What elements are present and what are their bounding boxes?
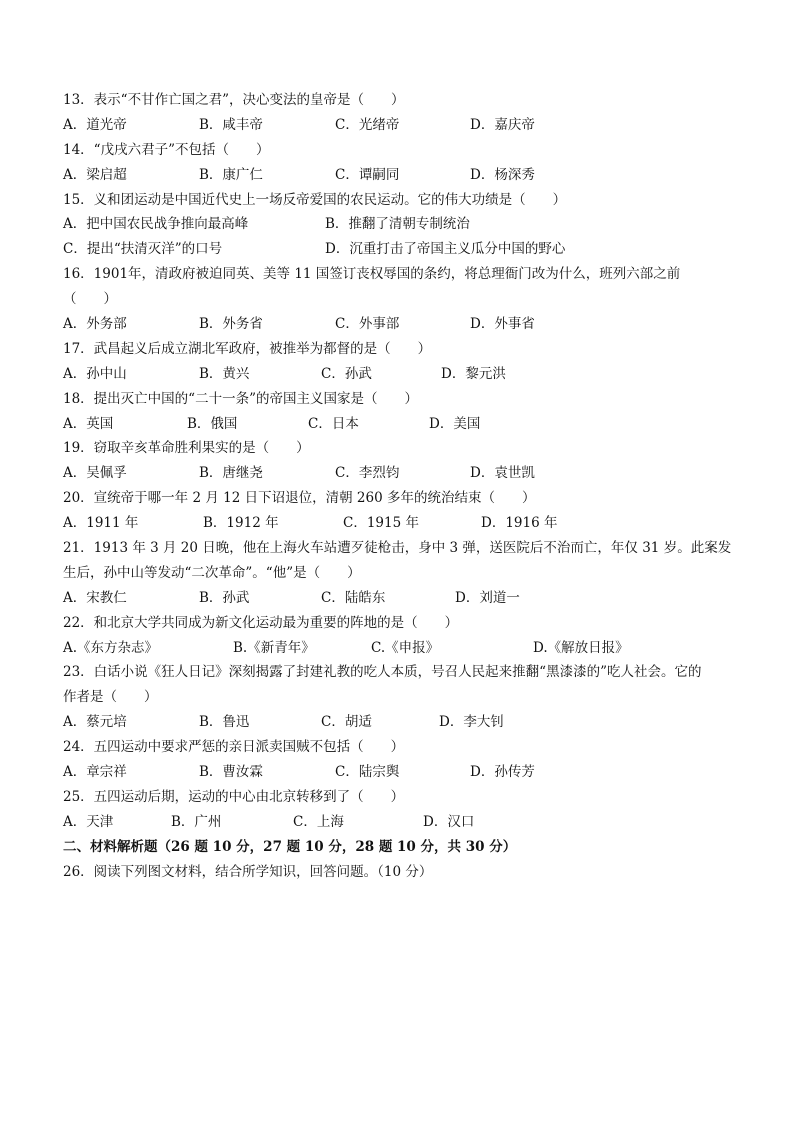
option-c[interactable]: C．光绪帝 (335, 116, 400, 133)
question-stem: 24．五四运动中要求严惩的亲日派卖国贼不包括（ ） (63, 739, 405, 756)
option-b[interactable]: B．曹汝霖 (199, 764, 263, 781)
option-c[interactable]: C．上海 (293, 813, 344, 830)
option-a[interactable]: A．孙中山 (63, 365, 127, 382)
section-heading: 二、材料解析题（26 题 10 分，27 题 10 分，28 题 10 分，共 30 分） (63, 838, 517, 855)
option-c[interactable]: C．孙武 (321, 365, 372, 382)
option-b[interactable]: B．外务省 (199, 316, 263, 333)
question-stem: 19．窃取辛亥革命胜利果实的是（ ） (63, 440, 310, 457)
option-row (63, 212, 743, 237)
option-d[interactable]: D．孙传芳 (470, 764, 535, 781)
option-c[interactable]: C．陆宗舆 (335, 764, 400, 781)
question-stem: （ ） (63, 291, 117, 308)
option-row (63, 511, 743, 536)
option-b[interactable]: B．鲁迅 (199, 714, 250, 731)
question-20 (63, 486, 743, 536)
option-d[interactable]: D．汉口 (423, 813, 475, 830)
question-stem: 作者是（ ） (63, 689, 158, 706)
option-c[interactable]: C．日本 (308, 415, 359, 432)
question-stem: 22．和北京大学共同成为新文化运动最为重要的阵地的是（ ） (63, 614, 459, 631)
question-stem: 25．五四运动后期，运动的中心由北京转移到了（ ） (63, 788, 405, 805)
option-d[interactable]: D．美国 (429, 415, 481, 432)
option-c[interactable]: C.《申报》 (371, 639, 440, 656)
option-row (63, 362, 743, 387)
option-a[interactable]: A．吴佩孚 (63, 465, 127, 482)
option-b[interactable]: B．1912 年 (203, 515, 279, 532)
option-d[interactable]: D．黎元洪 (441, 365, 506, 382)
question-stem: 20．宣统帝于哪一年 2 月 12 日下诏退位，清朝 260 多年的统治结束（ ） (63, 490, 536, 507)
option-b[interactable]: B．唐继尧 (199, 465, 263, 482)
option-d[interactable]: D．嘉庆帝 (470, 116, 535, 133)
question-16 (63, 262, 743, 337)
option-c[interactable]: C．李烈钧 (335, 465, 400, 482)
question-17 (63, 337, 743, 387)
option-d[interactable]: D．李大钊 (439, 714, 504, 731)
option-a[interactable]: A．宋教仁 (63, 589, 127, 606)
option-a[interactable]: A．道光帝 (63, 116, 127, 133)
question-stem: 21．1913 年 3 月 20 日晚，他在上海火车站遭歹徒枪击，身中 3 弹，送医院后不治而亡，年仅 31 岁。此案发 (63, 540, 732, 557)
question-13 (63, 88, 743, 138)
option-c[interactable]: C．胡适 (321, 714, 372, 731)
question-23 (63, 660, 743, 735)
option-c[interactable]: C．谭嗣同 (335, 166, 400, 183)
option-row (63, 163, 743, 188)
option-b[interactable]: B．推翻了清朝专制统治 (325, 216, 470, 233)
option-b[interactable]: B．孙武 (199, 589, 250, 606)
option-a[interactable]: A．英国 (63, 415, 114, 432)
question-stem: 15．义和团运动是中国近代史上一场反帝爱国的农民运动。它的伟大功绩是（ ） (63, 191, 567, 208)
question-25 (63, 785, 743, 835)
option-a[interactable]: A．蔡元培 (63, 714, 127, 731)
question-stem: 13．表示“不甘作亡国之君”，决心变法的皇帝是（ ） (63, 92, 405, 108)
question-stem: 生后，孙中山等发动“二次革命”。“他”是（ ） (63, 564, 361, 581)
option-b[interactable]: B．咸丰帝 (199, 116, 263, 133)
option-a[interactable]: A．梁启超 (63, 166, 127, 183)
option-a[interactable]: A．章宗祥 (63, 764, 127, 781)
option-d[interactable]: D．1916 年 (481, 515, 558, 532)
question-15 (63, 188, 743, 263)
option-a[interactable]: A．把中国农民战争推向最高峰 (63, 216, 249, 233)
option-a[interactable]: A.《东方杂志》 (63, 639, 159, 656)
question-19 (63, 436, 743, 486)
option-c[interactable]: C．外事部 (335, 316, 400, 333)
question-26-stem: 26．阅读下列图文材料，结合所学知识，回答问题。（10 分） (63, 863, 433, 880)
option-b[interactable]: B．广州 (171, 813, 222, 830)
question-24 (63, 735, 743, 785)
question-22 (63, 611, 743, 661)
question-stem: 17．武昌起义后成立湖北军政府，被推举为都督的是（ ） (63, 340, 432, 357)
option-row (63, 412, 743, 437)
option-row (63, 586, 743, 611)
option-row (63, 760, 743, 785)
option-c[interactable]: C．陆皓东 (321, 589, 386, 606)
option-b[interactable]: B．俄国 (187, 415, 238, 432)
option-d[interactable]: D．外事省 (470, 316, 535, 333)
option-c[interactable]: C．1915 年 (343, 515, 419, 532)
option-b[interactable]: B.《新青年》 (233, 639, 315, 656)
option-row (63, 113, 743, 138)
option-d[interactable]: D.《解放日报》 (533, 639, 629, 656)
option-row (63, 636, 743, 661)
option-b[interactable]: B．康广仁 (199, 166, 263, 183)
option-a[interactable]: A．天津 (63, 813, 114, 830)
question-18 (63, 387, 743, 437)
question-21 (63, 536, 743, 611)
question-14 (63, 138, 743, 188)
option-row (63, 461, 743, 486)
option-a[interactable]: A．外务部 (63, 316, 127, 333)
option-d[interactable]: D．袁世凯 (470, 465, 535, 482)
option-a[interactable]: A．1911 年 (63, 515, 139, 532)
question-stem: 23．白话小说《狂人日记》深刻揭露了封建礼教的吃人本质，号召人民起来推翻“黑漆漆的”吃人社会。它的 (63, 664, 702, 681)
question-stem: 16．1901年，清政府被迫同英、美等 11 国签订丧权辱国的条约，将总理衙门改为什么，班列六部之前 (63, 266, 681, 283)
option-row (63, 810, 743, 835)
option-row (63, 710, 743, 735)
option-d[interactable]: D．沉重打击了帝国主义瓜分中国的野心 (325, 241, 566, 258)
question-list (63, 88, 743, 885)
option-c[interactable]: C．提出“扶清灭洋”的口号 (63, 241, 223, 258)
option-b[interactable]: B．黄兴 (199, 365, 250, 382)
option-d[interactable]: D．刘道一 (455, 589, 520, 606)
option-d[interactable]: D．杨深秀 (470, 166, 535, 183)
question-stem: 18．提出灭亡中国的“二十一条”的帝国主义国家是（ ） (63, 390, 418, 407)
question-stem: 14．“戊戌六君子”不包括（ ） (63, 141, 270, 158)
option-row (63, 312, 743, 337)
option-row (63, 237, 743, 262)
